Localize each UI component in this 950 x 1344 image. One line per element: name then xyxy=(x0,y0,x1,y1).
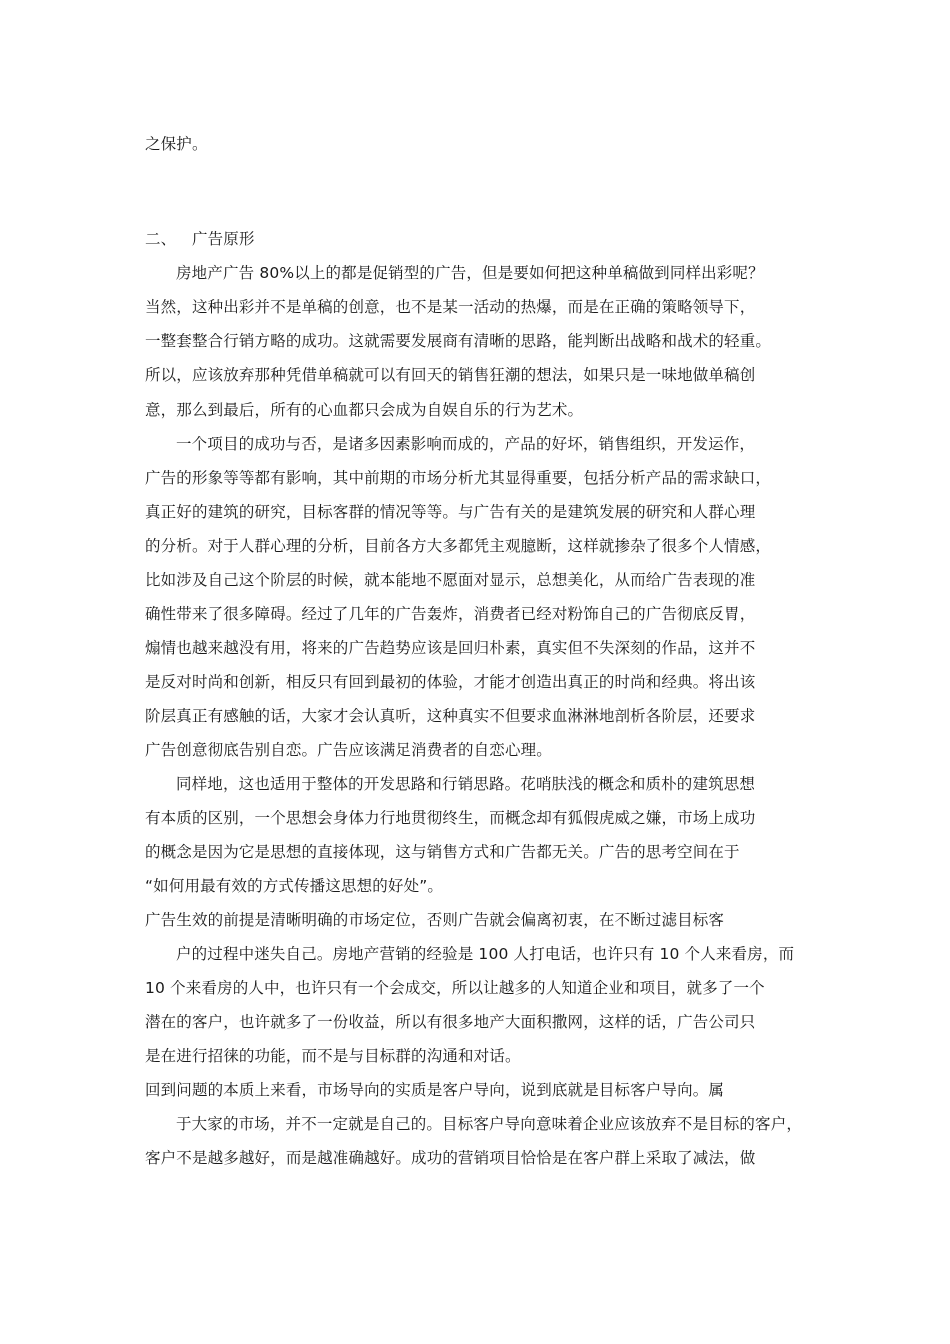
text-line: 同样地，这也适用于整体的开发思路和行销思路。花哨肤浅的概念和质朴的建筑思想 xyxy=(176,775,756,793)
text-line: 之保护。 xyxy=(145,135,208,153)
text-line: 客户不是越多越好，而是越准确越好。成功的营销项目恰恰是在客户群上采取了减法，做 xyxy=(145,1149,756,1167)
text-line: 广告创意彻底告别自恋。广告应该满足消费者的自恋心理。 xyxy=(145,741,552,759)
section-number: 二、 xyxy=(145,230,177,248)
text-line: 的分析。对于人群心理的分析，目前各方大多都凭主观臆断，这样就掺杂了很多个人情感， xyxy=(145,537,772,555)
text-line: 所以，应该放弃那种凭借单稿就可以有回天的销售狂潮的想法，如果只是一味地做单稿创 xyxy=(145,366,756,384)
text-line: 有本质的区别，一个思想会身体力行地贯彻终生，而概念却有狐假虎威之嫌，市场上成功 xyxy=(145,809,756,827)
text-line: 于大家的市场，并不一定就是自己的。目标客户导向意味着企业应该放弃不是目标的客户， xyxy=(176,1115,803,1133)
text-line: 潜在的客户，也许就多了一份收益，所以有很多地产大面积撒网，这样的话，广告公司只 xyxy=(145,1013,756,1031)
text-line: 广告的形象等等都有影响，其中前期的市场分析尤其显得重要，包括分析产品的需求缺口， xyxy=(145,469,772,487)
text-line: 房地产广告 80%以上的都是促销型的广告，但是要如何把这种单稿做到同样出彩呢？ xyxy=(176,264,764,282)
text-line: 确性带来了很多障碍。经过了几年的广告轰炸，消费者已经对粉饰自己的广告彻底反胃， xyxy=(145,605,756,623)
text-line: 一个项目的成功与否，是诸多因素影响而成的，产品的好坏，销售组织，开发运作， xyxy=(176,435,756,453)
section-title: 广告原形 xyxy=(192,230,255,248)
text-line: 是在进行招徕的功能，而不是与目标群的沟通和对话。 xyxy=(145,1047,521,1065)
text-line: 的概念是因为它是思想的直接体现，这与销售方式和广告都无关。广告的思考空间在于 xyxy=(145,843,740,861)
text-line: 回到问题的本质上来看，市场导向的实质是客户导向，说到底就是目标客户导向。属 xyxy=(145,1081,725,1099)
text-line: 比如涉及自己这个阶层的时候，就本能地不愿面对显示，总想美化，从而给广告表现的准 xyxy=(145,571,756,589)
text-line: 意，那么到最后，所有的心血都只会成为自娱自乐的行为艺术。 xyxy=(145,401,584,419)
text-line: 当然，这种出彩并不是单稿的创意，也不是某一活动的热爆，而是在正确的策略领导下， xyxy=(145,298,756,316)
text-line: 户的过程中迷失自己。房地产营销的经验是 100 人打电话，也许只有 10 个人来看房，而 xyxy=(176,945,795,963)
text-line: 是反对时尚和创新，相反只有回到最初的体验，才能才创造出真正的时尚和经典。将出该 xyxy=(145,673,756,691)
text-line: 10 个来看房的人中，也许只有一个会成交，所以让越多的人知道企业和项目，就多了一个 xyxy=(145,979,765,997)
text-line: 真正好的建筑的研究，目标客群的情况等等。与广告有关的是建筑发展的研究和人群心理 xyxy=(145,503,756,521)
text-line: 煽情也越来越没有用，将来的广告趋势应该是回归朴素，真实但不失深刻的作品，这并不 xyxy=(145,639,756,657)
text-line: 一整套整合行销方略的成功。这就需要发展商有清晰的思路，能判断出战略和战术的轻重。 xyxy=(145,332,772,350)
text-line: 阶层真正有感触的话，大家才会认真听，这种真实不但要求血淋淋地剖析各阶层，还要求 xyxy=(145,707,756,725)
text-line: “如何用最有效的方式传播这思想的好处”。 xyxy=(145,877,444,895)
text-line: 广告生效的前提是清晰明确的市场定位，否则广告就会偏离初衷，在不断过滤目标客 xyxy=(145,911,725,929)
